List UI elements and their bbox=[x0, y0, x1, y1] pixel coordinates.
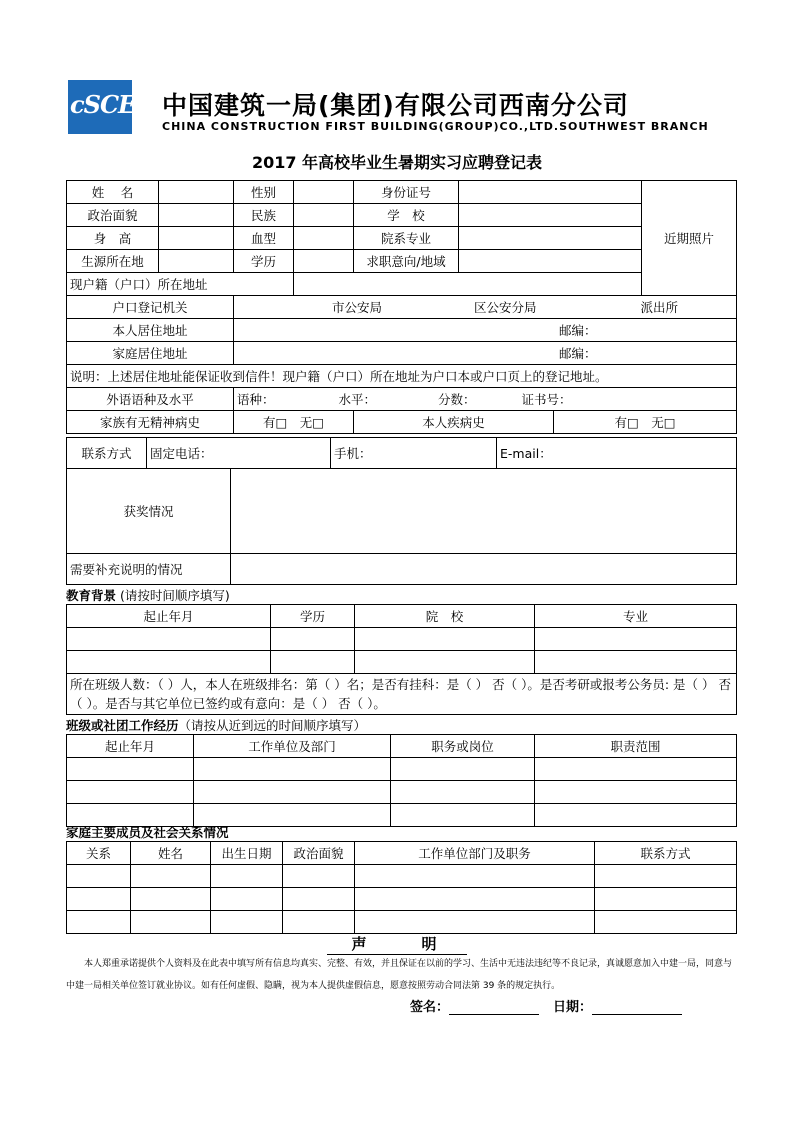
field-home-addr[interactable] bbox=[234, 342, 737, 365]
field-dept[interactable] bbox=[459, 227, 642, 250]
experience-heading bbox=[66, 716, 366, 734]
label-school: 学 校 bbox=[354, 204, 459, 227]
field-awards[interactable] bbox=[231, 469, 737, 554]
table-cell[interactable] bbox=[131, 911, 211, 934]
label-current-addr: 本人居住地址 bbox=[67, 319, 234, 342]
fam-col-relation: 关系 bbox=[67, 842, 131, 865]
field-ethnicity[interactable] bbox=[294, 204, 354, 227]
exp-col-position: 职务或岗位 bbox=[391, 735, 535, 758]
signature-area bbox=[410, 996, 696, 1015]
table-cell[interactable] bbox=[391, 804, 535, 827]
table-cell[interactable] bbox=[535, 651, 737, 674]
edu-col-school: 院 校 bbox=[355, 605, 535, 628]
sign-label: 签名： bbox=[410, 1000, 450, 1015]
cscec-logo bbox=[68, 80, 149, 134]
family-heading bbox=[66, 823, 229, 841]
experience-table bbox=[66, 734, 737, 827]
table-cell[interactable] bbox=[271, 651, 355, 674]
table-cell[interactable] bbox=[535, 758, 737, 781]
label-hukou-addr: 现户籍（户口）所在地址 bbox=[67, 273, 294, 296]
table-cell[interactable] bbox=[355, 911, 595, 934]
district-police-label: 区公安分局 bbox=[474, 300, 537, 315]
exp-col-unit: 工作单位及部门 bbox=[194, 735, 391, 758]
table-cell[interactable] bbox=[391, 781, 535, 804]
date-label: 日期： bbox=[553, 1000, 593, 1015]
table-cell[interactable] bbox=[67, 628, 271, 651]
table-cell[interactable] bbox=[595, 865, 737, 888]
label-extra: 需要补充说明的情况 bbox=[67, 554, 231, 585]
field-height[interactable] bbox=[159, 227, 234, 250]
field-origin[interactable] bbox=[159, 250, 234, 273]
edu-col-major: 专业 bbox=[535, 605, 737, 628]
declaration-title-b: 明 bbox=[397, 933, 467, 955]
cert-label: 证书号： bbox=[521, 392, 572, 407]
level-label: 水平： bbox=[338, 392, 377, 407]
field-hukou-addr[interactable] bbox=[294, 273, 642, 296]
field-blood[interactable] bbox=[294, 227, 354, 250]
table-row bbox=[67, 781, 737, 804]
label-intent: 求职意向/地域 bbox=[354, 250, 459, 273]
table-cell[interactable] bbox=[67, 758, 194, 781]
label-origin: 生源所在地 bbox=[67, 250, 159, 273]
label-blood: 血型 bbox=[234, 227, 294, 250]
fam-col-name: 姓名 bbox=[131, 842, 211, 865]
education-heading-text: 教育背景 bbox=[66, 588, 117, 603]
label-ethnicity: 民族 bbox=[234, 204, 294, 227]
label-hukou-org: 户口登记机关 bbox=[67, 296, 234, 319]
label-dept: 院系专业 bbox=[354, 227, 459, 250]
field-intent[interactable] bbox=[459, 250, 642, 273]
table-cell[interactable] bbox=[67, 651, 271, 674]
table-cell[interactable] bbox=[131, 888, 211, 911]
postcode-label: 邮编： bbox=[559, 346, 597, 361]
field-school[interactable] bbox=[459, 204, 642, 227]
email-label: E-mail： bbox=[500, 446, 552, 461]
field-current-addr[interactable] bbox=[234, 319, 737, 342]
mobile-label: 手机： bbox=[334, 446, 372, 461]
label-name: 姓 名 bbox=[67, 181, 159, 204]
table-row bbox=[67, 865, 737, 888]
basic-info-table bbox=[66, 180, 737, 434]
table-cell[interactable] bbox=[355, 628, 535, 651]
education-hint: (请按时间顺序填写) bbox=[120, 588, 230, 603]
field-id[interactable] bbox=[459, 181, 642, 204]
score-label: 分数： bbox=[438, 392, 476, 407]
field-mobile[interactable] bbox=[331, 438, 497, 469]
table-row bbox=[67, 628, 737, 651]
class-info[interactable]: 所在班级人数：（ ）人，本人在班级排名：第（ ）名；是否有挂科：是（ ） 否（ ）。是否考研或报考公务员: 是（ ） 否（ ）。是否与其它单位已签约或有意向：是（ ） 否（ ）。 bbox=[67, 674, 737, 715]
fam-col-birth: 出生日期 bbox=[211, 842, 283, 865]
label-awards: 获奖情况 bbox=[67, 469, 231, 554]
company-name-en: CHINA CONSTRUCTION FIRST BUILDING(GROUP)CO.,LTD.SOUTHWEST BRANCH bbox=[162, 120, 709, 133]
label-contact: 联系方式 bbox=[67, 438, 147, 469]
city-police-label: 市公安局 bbox=[332, 300, 383, 315]
label-height: 身 高 bbox=[67, 227, 159, 250]
lang-type-label: 语种： bbox=[237, 392, 275, 407]
table-cell[interactable] bbox=[211, 911, 283, 934]
field-gender[interactable] bbox=[294, 181, 354, 204]
field-degree[interactable] bbox=[294, 250, 354, 273]
table-cell[interactable] bbox=[131, 865, 211, 888]
station-label: 派出所 bbox=[640, 300, 679, 315]
exp-col-duty: 职责范围 bbox=[535, 735, 737, 758]
experience-hint: （请按从近到远的时间顺序填写） bbox=[178, 718, 367, 733]
table-cell[interactable] bbox=[67, 911, 131, 934]
table-cell[interactable] bbox=[194, 781, 391, 804]
label-home-addr: 家庭居住地址 bbox=[67, 342, 234, 365]
contact-table bbox=[66, 437, 737, 585]
table-cell[interactable] bbox=[67, 865, 131, 888]
fam-col-unit: 工作单位部门及职务 bbox=[355, 842, 595, 865]
table-cell[interactable] bbox=[67, 781, 194, 804]
education-table bbox=[66, 604, 737, 715]
table-cell[interactable] bbox=[211, 865, 283, 888]
table-cell[interactable] bbox=[283, 911, 355, 934]
declaration-text: 本人郑重承诺提供个人资料及在此表中填写所有信息均真实、完整、有效，并且保证在以前的学习、生活中无违法违纪等不良记录，真诚愿意加入中建一局，同意与中建一局相关单位签订就业协议。如有任何虚假、隐瞒，视为本人提供虚假信息，愿意按照劳动合同法第 39 条的规定执行。 bbox=[66, 959, 733, 991]
table-cell[interactable] bbox=[535, 628, 737, 651]
table-cell[interactable] bbox=[391, 758, 535, 781]
table-cell[interactable] bbox=[535, 804, 737, 827]
edu-col-degree: 学历 bbox=[271, 605, 355, 628]
family-heading-text: 家庭主要成员及社会关系情况 bbox=[66, 825, 229, 840]
date-line[interactable] bbox=[592, 1000, 682, 1015]
table-cell[interactable] bbox=[355, 865, 595, 888]
table-cell[interactable] bbox=[194, 758, 391, 781]
table-cell[interactable] bbox=[67, 888, 131, 911]
field-hukou-org[interactable] bbox=[234, 296, 737, 319]
education-heading bbox=[66, 586, 230, 604]
table-cell[interactable] bbox=[271, 628, 355, 651]
table-cell[interactable] bbox=[283, 888, 355, 911]
table-cell[interactable] bbox=[595, 911, 737, 934]
postcode-label: 邮编： bbox=[559, 323, 597, 338]
field-politics[interactable] bbox=[159, 204, 234, 227]
family-table bbox=[66, 841, 737, 934]
declaration-title-a: 声 bbox=[327, 933, 397, 955]
field-landline[interactable] bbox=[147, 438, 331, 469]
edu-col-period: 起止年月 bbox=[67, 605, 271, 628]
label-language: 外语语种及水平 bbox=[67, 388, 234, 411]
table-cell[interactable] bbox=[211, 888, 283, 911]
photo-box[interactable]: 近期照片 bbox=[642, 181, 737, 296]
field-language[interactable] bbox=[234, 388, 737, 411]
table-row bbox=[67, 888, 737, 911]
label-politics: 政治面貌 bbox=[67, 204, 159, 227]
form-title: 2017 年高校毕业生暑期实习应聘登记表 bbox=[251, 153, 543, 172]
table-cell[interactable] bbox=[355, 888, 595, 911]
fam-col-politics: 政治面貌 bbox=[283, 842, 355, 865]
table-cell[interactable] bbox=[595, 888, 737, 911]
table-cell[interactable] bbox=[283, 865, 355, 888]
label-gender: 性别 bbox=[234, 181, 294, 204]
landline-label: 固定电话： bbox=[150, 446, 213, 461]
logo-text: cSCEc bbox=[70, 90, 149, 119]
family-mental-choice[interactable]: 有□ 无□ bbox=[234, 411, 354, 434]
label-id: 身份证号 bbox=[354, 181, 459, 204]
company-name-cn: 中国建筑一局(集团)有限公司西南分公司 bbox=[162, 91, 629, 120]
exp-col-period: 起止年月 bbox=[67, 735, 194, 758]
field-name[interactable] bbox=[159, 181, 234, 204]
letterhead bbox=[68, 80, 748, 136]
own-disease-choice[interactable]: 有□ 无□ bbox=[554, 411, 737, 434]
table-row bbox=[67, 651, 737, 674]
sign-line[interactable] bbox=[449, 1000, 539, 1015]
field-extra[interactable] bbox=[231, 554, 737, 585]
label-family-mental: 家族有无精神病史 bbox=[67, 411, 234, 434]
table-row bbox=[67, 758, 737, 781]
declaration-title bbox=[0, 933, 794, 955]
address-note: 说明：上述居住地址能保证收到信件！现户籍（户口）所在地址为户口本或户口页上的登记地址。 bbox=[67, 365, 737, 388]
field-email[interactable] bbox=[497, 438, 737, 469]
table-row bbox=[67, 911, 737, 934]
label-own-disease: 本人疾病史 bbox=[354, 411, 554, 434]
table-cell[interactable] bbox=[355, 651, 535, 674]
table-cell[interactable] bbox=[535, 781, 737, 804]
fam-col-contact: 联系方式 bbox=[595, 842, 737, 865]
label-degree: 学历 bbox=[234, 250, 294, 273]
experience-heading-text: 班级或社团工作经历 bbox=[66, 718, 179, 733]
